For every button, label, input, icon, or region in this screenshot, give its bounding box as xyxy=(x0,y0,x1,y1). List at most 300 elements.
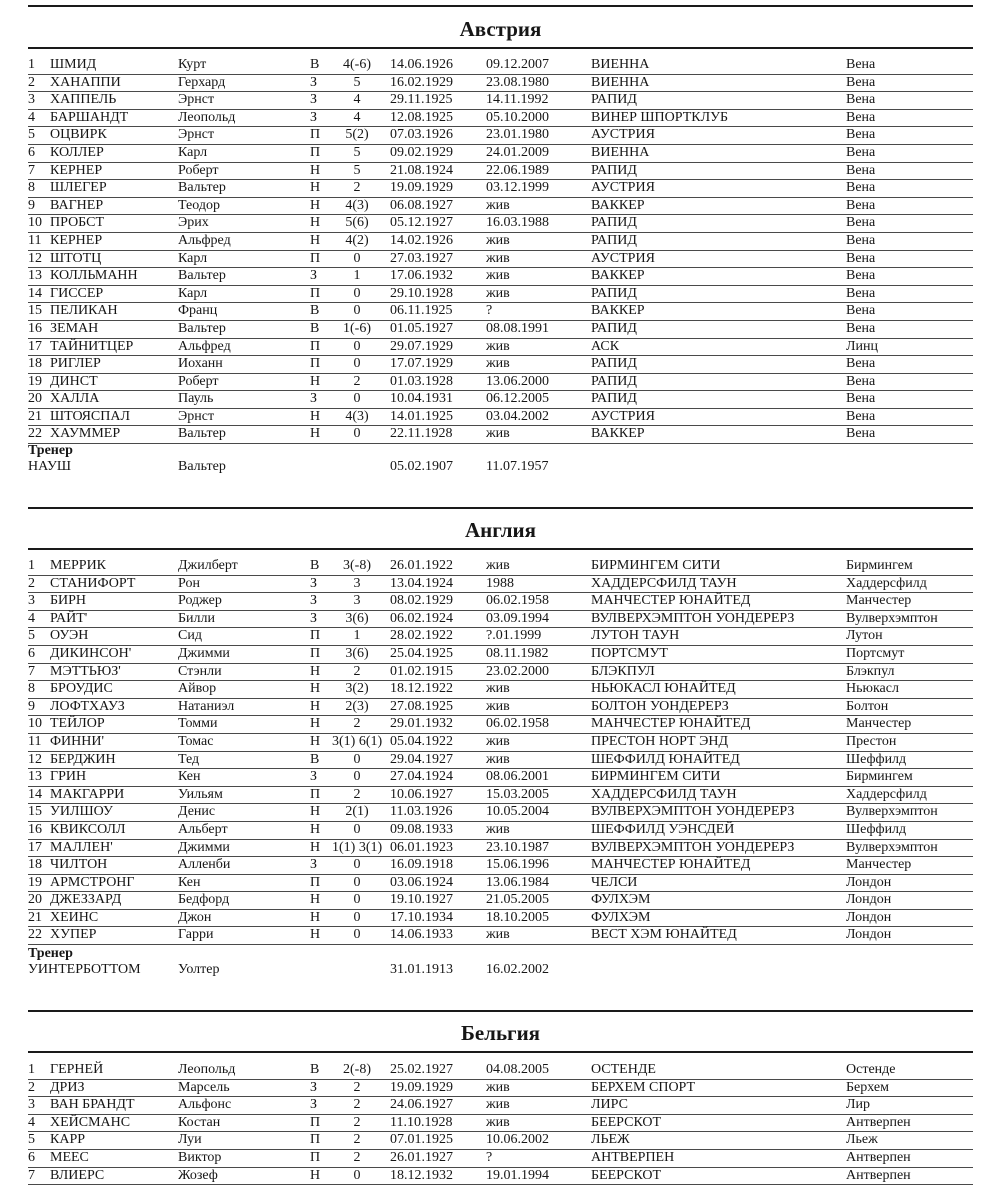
player-born: 29.11.1925 xyxy=(390,92,453,108)
player-city: Ньюкасл xyxy=(846,681,899,697)
coach-born: 31.01.1913 xyxy=(390,962,453,977)
player-goals: 1(-6) xyxy=(343,320,371,336)
player-city: Престон xyxy=(846,733,897,749)
player-name: Вальтер xyxy=(178,268,226,284)
player-born: 29.01.1932 xyxy=(390,716,453,732)
table-row xyxy=(28,734,973,752)
coach-died: 11.07.1957 xyxy=(486,459,549,474)
player-surname: ЛОФТХАУЗ xyxy=(50,698,125,714)
player-club: ФУЛХЭМ xyxy=(591,909,651,925)
player-surname: СТАНИФОРТ xyxy=(50,575,136,591)
player-name: Иоханн xyxy=(178,356,223,372)
player-died: 18.10.2005 xyxy=(486,909,549,925)
player-position: З xyxy=(310,610,318,626)
player-position: П xyxy=(310,786,321,802)
player-club: ЛИРС xyxy=(591,1097,628,1113)
table-row xyxy=(28,321,973,339)
player-goals: 1 xyxy=(353,628,361,644)
player-died: жив xyxy=(486,356,510,372)
player-goals: 0 xyxy=(353,356,361,372)
player-number: 3 xyxy=(28,1097,35,1113)
player-position: Н xyxy=(310,215,321,231)
player-goals: 5 xyxy=(353,162,361,178)
player-club: ВАККЕР xyxy=(591,197,645,213)
section-top-rule xyxy=(28,1010,973,1012)
player-died: жив xyxy=(486,558,510,573)
table-row xyxy=(28,1150,973,1168)
player-number: 19 xyxy=(28,874,42,890)
player-club: РАПИД xyxy=(591,92,637,108)
table-row xyxy=(28,664,973,682)
player-surname: РАЙТ' xyxy=(50,610,88,626)
table-row xyxy=(28,576,973,594)
player-club: БЕЕРСКОТ xyxy=(591,1167,662,1183)
player-name: Эрнст xyxy=(178,127,215,143)
player-city: Бирмингем xyxy=(846,558,913,573)
table-row xyxy=(28,1062,973,1080)
player-city: Лондон xyxy=(846,892,892,908)
player-number: 20 xyxy=(28,892,42,908)
player-born: 22.11.1928 xyxy=(390,426,453,442)
player-goals: 5 xyxy=(353,74,361,90)
player-name: Джимми xyxy=(178,839,230,855)
player-position: З xyxy=(310,593,318,609)
player-city: Хаддерсфилд xyxy=(846,786,927,802)
player-surname: ГЕРНЕЙ xyxy=(50,1062,104,1077)
player-number: 22 xyxy=(28,927,42,943)
player-city: Вена xyxy=(846,426,876,442)
player-surname: ДЖЕЗЗАРД xyxy=(50,892,122,908)
player-surname: УИЛШОУ xyxy=(50,804,113,820)
player-number: 21 xyxy=(28,408,42,424)
player-born: 25.02.1927 xyxy=(390,1062,453,1077)
table-row xyxy=(28,163,973,181)
player-died: ?.01.1999 xyxy=(486,628,542,644)
player-city: Хаддерсфилд xyxy=(846,575,927,591)
player-goals: 0 xyxy=(353,874,361,890)
player-position: Н xyxy=(310,821,321,837)
player-position: П xyxy=(310,874,321,890)
player-surname: ХАНАППИ xyxy=(50,74,121,90)
player-born: 12.08.1925 xyxy=(390,109,453,125)
player-city: Шеффилд xyxy=(846,821,907,837)
player-born: 03.06.1924 xyxy=(390,874,453,890)
player-goals: 5(2) xyxy=(345,127,369,143)
player-goals: 0 xyxy=(353,927,361,943)
player-number: 17 xyxy=(28,839,42,855)
player-position: П xyxy=(310,1114,321,1130)
player-number: 12 xyxy=(28,751,42,767)
table-row xyxy=(28,787,973,805)
player-name: Леопольд xyxy=(178,109,236,125)
player-name: Кен xyxy=(178,874,201,890)
player-name: Джилберт xyxy=(178,558,238,573)
player-city: Шеффилд xyxy=(846,751,907,767)
player-position: Н xyxy=(310,232,321,248)
player-number: 19 xyxy=(28,373,42,389)
player-club: ВИНЕР ШПОРТКЛУБ xyxy=(591,109,729,125)
player-number: 3 xyxy=(28,593,35,609)
player-position: В xyxy=(310,57,320,72)
player-goals: 2 xyxy=(353,716,361,732)
player-born: 25.04.1925 xyxy=(390,645,453,661)
section-title-rule xyxy=(28,548,973,550)
player-position: П xyxy=(310,144,321,160)
player-died: 13.06.2000 xyxy=(486,373,549,389)
player-position: В xyxy=(310,1062,320,1077)
player-position: З xyxy=(310,1079,318,1095)
player-position: Н xyxy=(310,373,321,389)
player-number: 18 xyxy=(28,857,42,873)
player-born: 19.10.1927 xyxy=(390,892,453,908)
table-row xyxy=(28,875,973,893)
table-row xyxy=(28,1132,973,1150)
player-died: жив xyxy=(486,927,510,943)
player-died: 09.12.2007 xyxy=(486,57,549,72)
player-name: Вальтер xyxy=(178,426,226,442)
player-goals: 2 xyxy=(353,1079,361,1095)
player-surname: ХЕЙСМАНС xyxy=(50,1114,131,1130)
player-surname: КАРР xyxy=(50,1132,86,1148)
player-name: Денис xyxy=(178,804,216,820)
table-row xyxy=(28,716,973,734)
player-name: Эрих xyxy=(178,215,209,231)
player-number: 14 xyxy=(28,786,42,802)
coach-row xyxy=(28,458,973,475)
player-club: ЛЬЕЖ xyxy=(591,1132,630,1148)
player-goals: 4(3) xyxy=(345,197,369,213)
table-row xyxy=(28,804,973,822)
player-name: Леопольд xyxy=(178,1062,236,1077)
player-position: Н xyxy=(310,716,321,732)
player-number: 6 xyxy=(28,1149,35,1165)
player-number: 10 xyxy=(28,716,42,732)
player-born: 27.03.1927 xyxy=(390,250,453,266)
player-born: 11.10.1928 xyxy=(390,1114,453,1130)
player-surname: МЭТТЬЮЗ' xyxy=(50,663,121,679)
table-row xyxy=(28,268,973,286)
player-city: Вена xyxy=(846,180,876,196)
player-city: Манчестер xyxy=(846,593,912,609)
player-position: П xyxy=(310,127,321,143)
player-name: Роберт xyxy=(178,373,219,389)
table-row xyxy=(28,251,973,269)
player-city: Антверпен xyxy=(846,1149,911,1165)
player-number: 14 xyxy=(28,285,42,301)
player-club: АУСТРИЯ xyxy=(591,127,655,143)
player-city: Вена xyxy=(846,373,876,389)
player-city: Вена xyxy=(846,356,876,372)
player-goals: 2 xyxy=(353,1132,361,1148)
player-name: Алленби xyxy=(178,857,231,873)
player-died: жив xyxy=(486,250,510,266)
player-died: жив xyxy=(486,733,510,749)
player-surname: МЕРРИК xyxy=(50,558,107,573)
player-born: 06.08.1927 xyxy=(390,197,453,213)
player-name: Роджер xyxy=(178,593,222,609)
table-row xyxy=(28,374,973,392)
player-died: 03.09.1994 xyxy=(486,610,549,626)
player-number: 5 xyxy=(28,1132,35,1148)
player-club: РАПИД xyxy=(591,215,637,231)
player-died: 06.02.1958 xyxy=(486,593,549,609)
player-born: 17.07.1929 xyxy=(390,356,453,372)
player-club: ВЕСТ ХЭМ ЮНАЙТЕД xyxy=(591,927,737,943)
player-died: ? xyxy=(486,303,493,319)
player-position: З xyxy=(310,1097,318,1113)
player-goals: 4 xyxy=(353,92,361,108)
player-died: 23.10.1987 xyxy=(486,839,549,855)
players-table xyxy=(28,558,973,945)
player-born: 14.06.1926 xyxy=(390,57,453,72)
player-born: 05.12.1927 xyxy=(390,215,453,231)
player-surname: АРМСТРОНГ xyxy=(50,874,135,890)
player-died: 19.01.1994 xyxy=(486,1167,549,1183)
player-number: 3 xyxy=(28,92,35,108)
player-position: П xyxy=(310,285,321,301)
player-name: Джимми xyxy=(178,645,230,661)
player-goals: 4(2) xyxy=(345,232,369,248)
player-number: 5 xyxy=(28,127,35,143)
player-position: Н xyxy=(310,663,321,679)
player-city: Берхем xyxy=(846,1079,889,1095)
player-club: МАНЧЕСТЕР ЮНАЙТЕД xyxy=(591,857,751,873)
player-name: Пауль xyxy=(178,391,214,407)
player-club: ВУЛВЕРХЭМПТОН УОНДЕРЕРЗ xyxy=(591,839,795,855)
player-position: В xyxy=(310,320,320,336)
player-club: РАПИД xyxy=(591,162,637,178)
player-club: БЕЕРСКОТ xyxy=(591,1114,662,1130)
table-row xyxy=(28,910,973,928)
player-club: БИРМИНГЕМ СИТИ xyxy=(591,558,721,573)
player-surname: ХАУММЕР xyxy=(50,426,121,442)
player-club: АУСТРИЯ xyxy=(591,250,655,266)
player-died: 06.02.1958 xyxy=(486,716,549,732)
player-position: Н xyxy=(310,1167,321,1183)
player-died: 05.10.2000 xyxy=(486,109,549,125)
player-died: 10.05.2004 xyxy=(486,804,549,820)
player-goals: 4(3) xyxy=(345,408,369,424)
player-number: 9 xyxy=(28,197,35,213)
player-goals: 0 xyxy=(353,285,361,301)
player-club: НЬЮКАСЛ ЮНАЙТЕД xyxy=(591,681,736,697)
coach-surname: УИНТЕРБОТТОМ xyxy=(28,962,141,977)
player-goals: 2(3) xyxy=(345,698,369,714)
table-row xyxy=(28,840,973,858)
player-died: 08.08.1991 xyxy=(486,320,549,336)
player-born: 11.03.1926 xyxy=(390,804,453,820)
player-club: ОСТЕНДЕ xyxy=(591,1062,656,1077)
player-died: жив xyxy=(486,681,510,697)
player-number: 6 xyxy=(28,144,35,160)
player-surname: РИГЛЕР xyxy=(50,356,101,372)
coach-born: 05.02.1907 xyxy=(390,459,453,474)
player-born: 19.09.1929 xyxy=(390,180,453,196)
player-goals: 2 xyxy=(353,1097,361,1113)
player-name: Франц xyxy=(178,303,218,319)
player-goals: 0 xyxy=(353,909,361,925)
player-born: 26.01.1927 xyxy=(390,1149,453,1165)
player-number: 10 xyxy=(28,215,42,231)
player-name: Стэнли xyxy=(178,663,222,679)
coach-label: Тренер xyxy=(28,443,73,458)
player-name: Уильям xyxy=(178,786,223,802)
player-city: Антверпен xyxy=(846,1167,911,1183)
player-died: 24.01.2009 xyxy=(486,144,549,160)
player-position: З xyxy=(310,857,318,873)
player-position: Н xyxy=(310,698,321,714)
table-row xyxy=(28,1080,973,1098)
player-surname: ФИННИ' xyxy=(50,733,105,749)
player-surname: ЧИЛТОН xyxy=(50,857,108,873)
player-surname: ПЕЛИКАН xyxy=(50,303,118,319)
player-position: П xyxy=(310,338,321,354)
section-title-rule xyxy=(28,47,973,49)
player-name: Эрнст xyxy=(178,408,215,424)
player-name: Кен xyxy=(178,769,201,785)
coach-row xyxy=(28,961,973,978)
player-born: 18.12.1922 xyxy=(390,681,453,697)
player-goals: 2 xyxy=(353,1114,361,1130)
player-club: ВУЛВЕРХЭМПТОН УОНДЕРЕРЗ xyxy=(591,804,795,820)
player-number: 16 xyxy=(28,320,42,336)
player-goals: 3(2) xyxy=(345,681,369,697)
player-died: 06.12.2005 xyxy=(486,391,549,407)
player-number: 5 xyxy=(28,628,35,644)
player-surname: ХУПЕР xyxy=(50,927,97,943)
player-name: Теодор xyxy=(178,197,220,213)
player-club: ХАДДЕРСФИЛД ТАУН xyxy=(591,786,737,802)
player-club: РАПИД xyxy=(591,320,637,336)
player-number: 11 xyxy=(28,733,42,749)
player-name: Виктор xyxy=(178,1149,222,1165)
section-top-rule xyxy=(28,5,973,7)
player-city: Вена xyxy=(846,391,876,407)
table-row xyxy=(28,628,973,646)
player-number: 2 xyxy=(28,74,35,90)
player-goals: 3(1) 6(1) xyxy=(332,733,383,749)
player-name: Альберт xyxy=(178,821,228,837)
player-surname: ДИНСТ xyxy=(50,373,98,389)
player-died: 10.06.2002 xyxy=(486,1132,549,1148)
player-club: ПОРТСМУТ xyxy=(591,645,668,661)
table-row xyxy=(28,198,973,216)
player-died: 08.06.2001 xyxy=(486,769,549,785)
table-row xyxy=(28,339,973,357)
player-goals: 0 xyxy=(353,1167,361,1183)
player-born: 07.03.1926 xyxy=(390,127,453,143)
player-club: ЧЕЛСИ xyxy=(591,874,638,890)
player-surname: ШМИД xyxy=(50,57,97,72)
table-row xyxy=(28,57,973,75)
player-name: Карл xyxy=(178,144,208,160)
player-died: жив xyxy=(486,751,510,767)
player-club: БЛЭКПУЛ xyxy=(591,663,655,679)
player-name: Билли xyxy=(178,610,215,626)
player-born: 26.01.1922 xyxy=(390,558,453,573)
player-position: З xyxy=(310,391,318,407)
player-surname: КОЛЛЬМАНН xyxy=(50,268,138,284)
player-position: З xyxy=(310,74,318,90)
table-row xyxy=(28,92,973,110)
player-club: РАПИД xyxy=(591,373,637,389)
player-number: 4 xyxy=(28,1114,35,1130)
table-row xyxy=(28,593,973,611)
player-city: Вена xyxy=(846,109,876,125)
player-died: 03.12.1999 xyxy=(486,180,549,196)
player-born: 16.09.1918 xyxy=(390,857,453,873)
section-title-rule xyxy=(28,1051,973,1053)
player-position: Н xyxy=(310,681,321,697)
player-name: Роберт xyxy=(178,162,219,178)
player-position: П xyxy=(310,1132,321,1148)
player-died: 16.03.1988 xyxy=(486,215,549,231)
player-born: 01.05.1927 xyxy=(390,320,453,336)
player-surname: ОЦВИРК xyxy=(50,127,107,143)
player-position: Н xyxy=(310,892,321,908)
player-city: Вена xyxy=(846,127,876,143)
player-position: Н xyxy=(310,909,321,925)
player-born: 28.02.1922 xyxy=(390,628,453,644)
player-number: 8 xyxy=(28,681,35,697)
player-name: Марсель xyxy=(178,1079,230,1095)
player-number: 6 xyxy=(28,645,35,661)
table-row xyxy=(28,286,973,304)
player-goals: 0 xyxy=(353,426,361,442)
player-number: 4 xyxy=(28,109,35,125)
player-club: РАПИД xyxy=(591,391,637,407)
player-died: 1988 xyxy=(486,575,514,591)
coach-name: Вальтер xyxy=(178,459,226,474)
player-name: Герхард xyxy=(178,74,226,90)
player-goals: 2(1) xyxy=(345,804,369,820)
player-name: Гарри xyxy=(178,927,214,943)
player-name: Карл xyxy=(178,285,208,301)
player-died: жив xyxy=(486,1079,510,1095)
player-surname: КЕРНЕР xyxy=(50,162,103,178)
table-row xyxy=(28,127,973,145)
player-number: 21 xyxy=(28,909,42,925)
player-club: ВУЛВЕРХЭМПТОН УОНДЕРЕРЗ xyxy=(591,610,795,626)
player-born: 16.02.1929 xyxy=(390,74,453,90)
player-club: АНТВЕРПЕН xyxy=(591,1149,675,1165)
player-born: 01.02.1915 xyxy=(390,663,453,679)
player-club: РАПИД xyxy=(591,285,637,301)
player-name: Карл xyxy=(178,250,208,266)
player-surname: БЕРДЖИН xyxy=(50,751,116,767)
player-goals: 2 xyxy=(353,373,361,389)
player-born: 17.10.1934 xyxy=(390,909,453,925)
player-surname: БРОУДИС xyxy=(50,681,113,697)
player-position: П xyxy=(310,1149,321,1165)
player-born: 29.04.1927 xyxy=(390,751,453,767)
player-goals: 3 xyxy=(353,575,361,591)
player-goals: 5(6) xyxy=(345,215,369,231)
player-city: Остенде xyxy=(846,1062,896,1077)
player-name: Луи xyxy=(178,1132,202,1148)
player-goals: 0 xyxy=(353,391,361,407)
player-name: Жозеф xyxy=(178,1167,218,1183)
player-surname: БИРН xyxy=(50,593,87,609)
table-row xyxy=(28,356,973,374)
player-surname: ДРИЗ xyxy=(50,1079,85,1095)
player-position: Н xyxy=(310,733,321,749)
player-number: 1 xyxy=(28,558,35,573)
player-club: АУСТРИЯ xyxy=(591,180,655,196)
player-born: 06.11.1925 xyxy=(390,303,453,319)
player-city: Бирмингем xyxy=(846,769,913,785)
player-surname: КВИКСОЛЛ xyxy=(50,821,126,837)
